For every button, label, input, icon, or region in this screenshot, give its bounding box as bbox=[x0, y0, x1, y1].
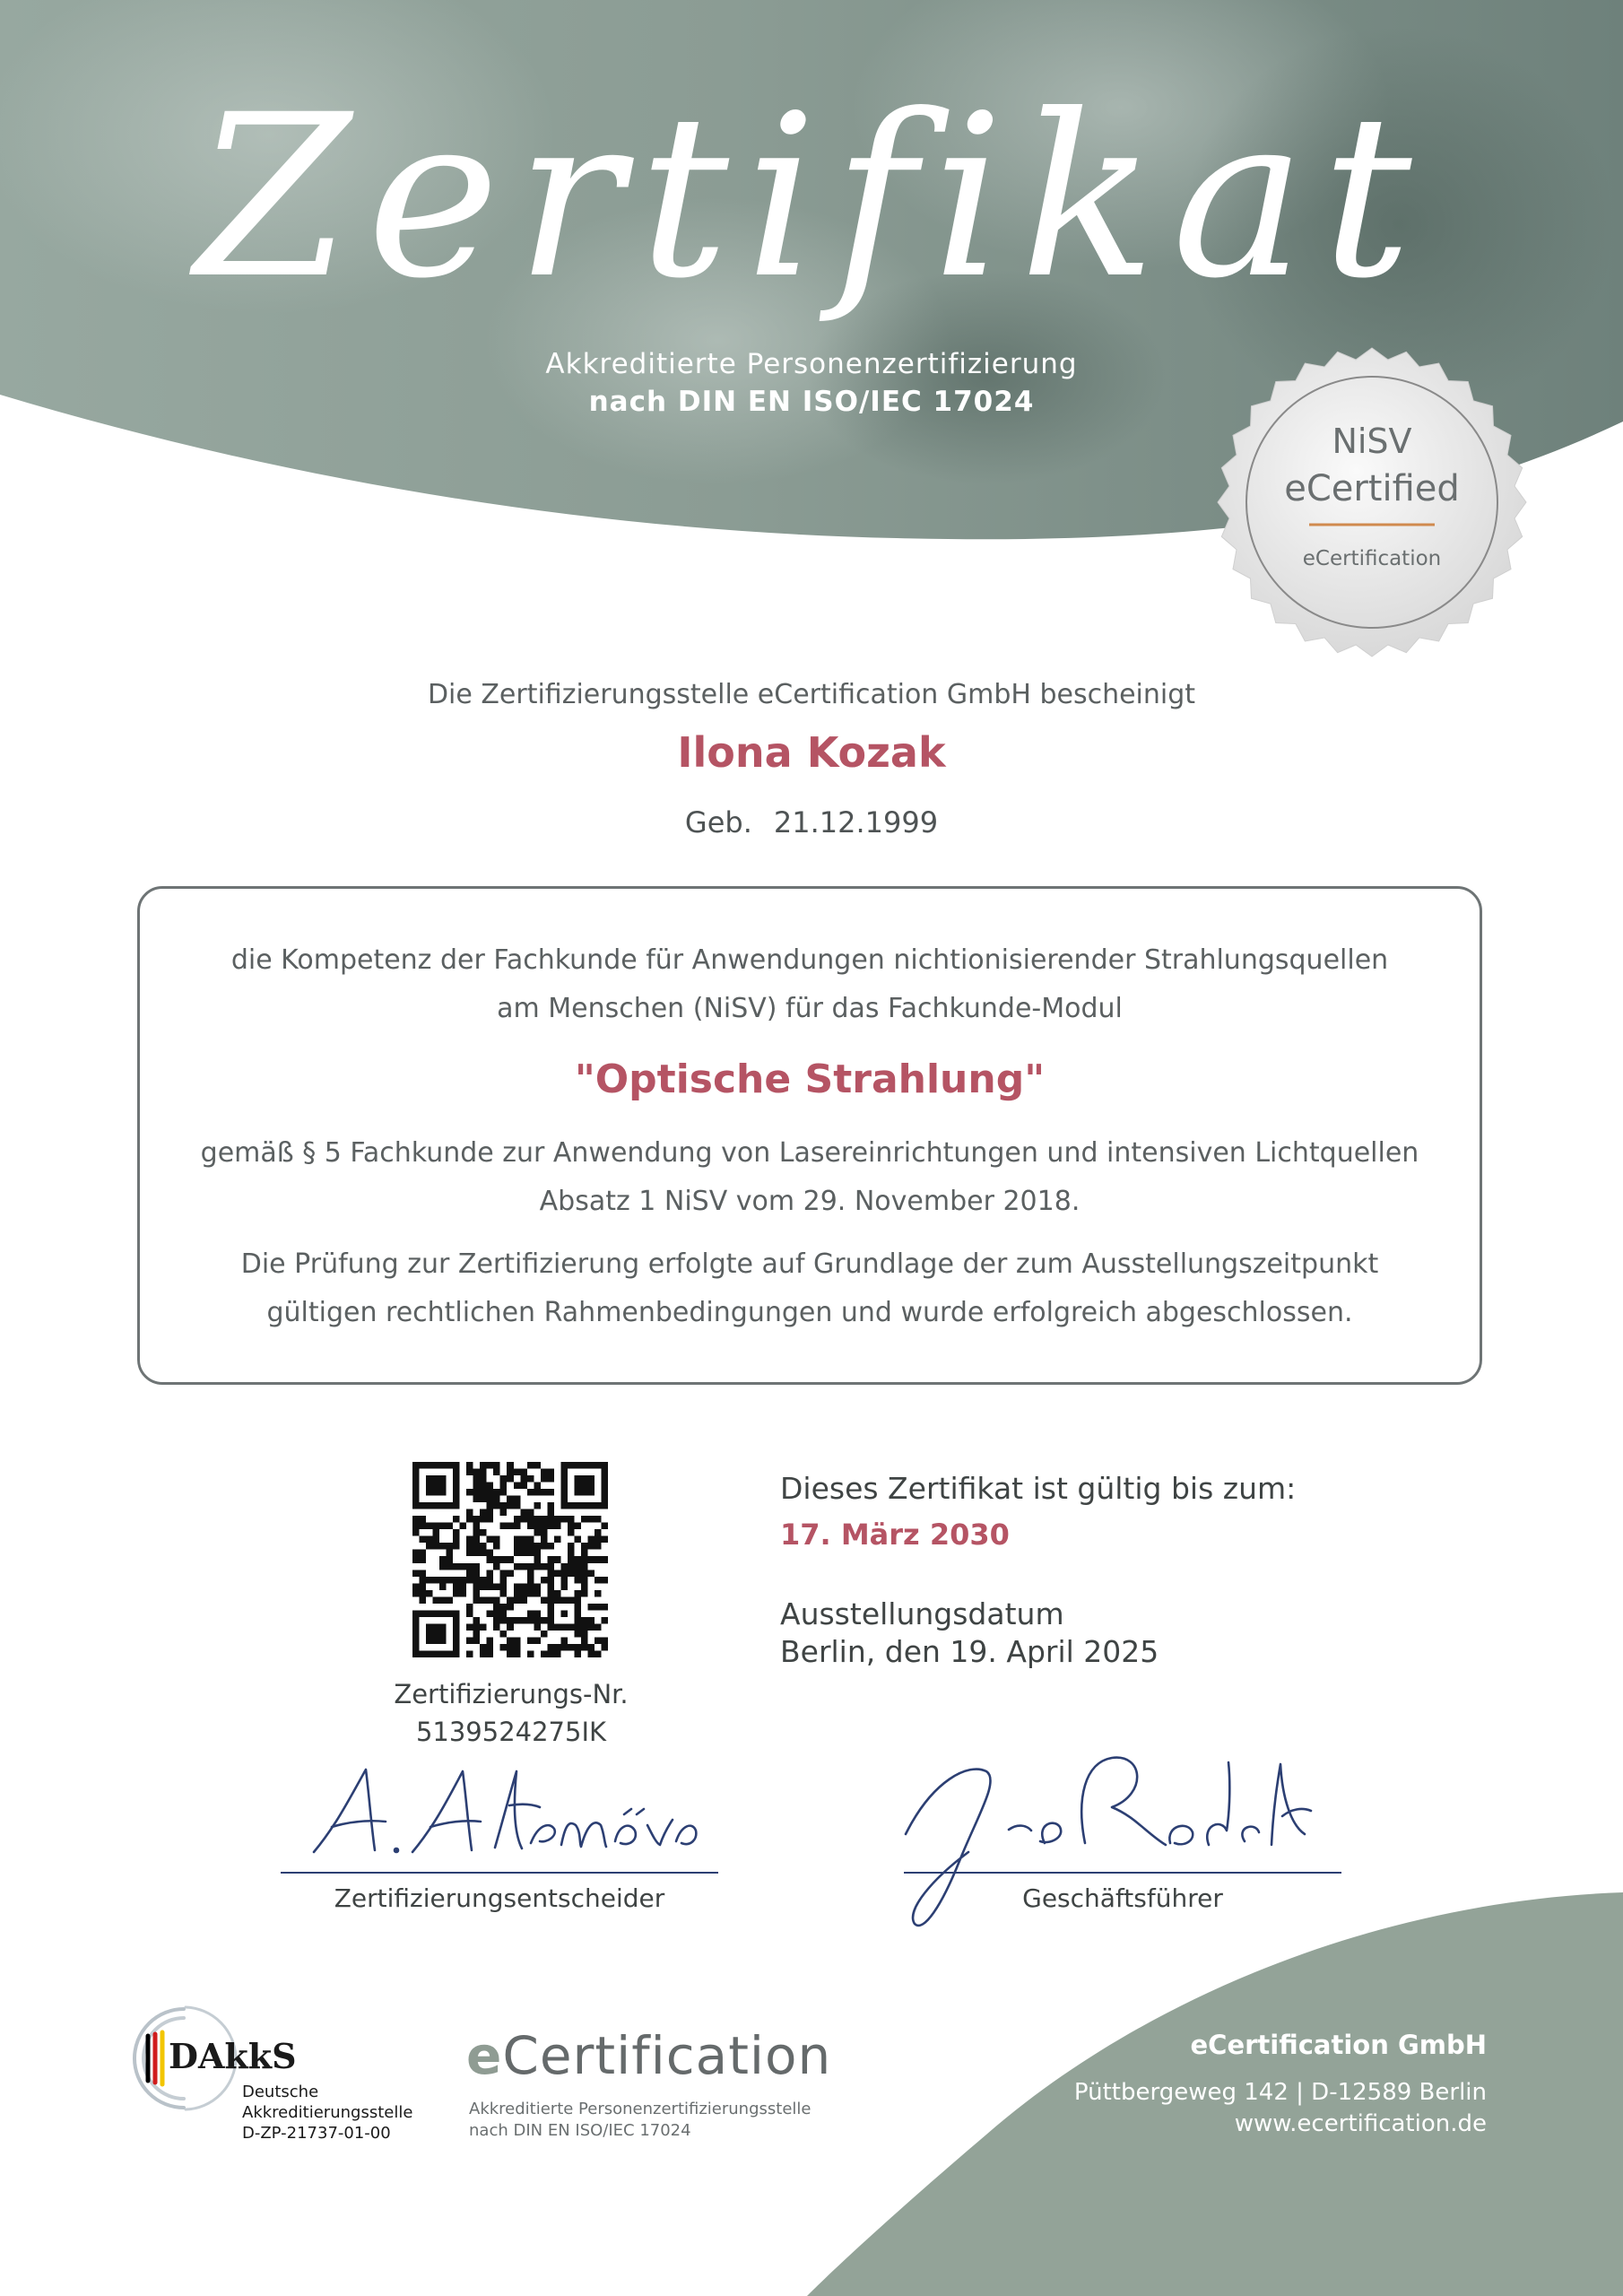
seal-line-ecertified: eCertified bbox=[1284, 468, 1460, 509]
issue-date-label: Ausstellungsdatum bbox=[780, 1596, 1064, 1631]
exam-statement-line2: gültigen rechtlichen Rahmenbedingungen und wurde erfolgreich abgeschlossen. bbox=[266, 1297, 1353, 1328]
ecertification-logo bbox=[466, 2025, 831, 2086]
company-name: eCertification GmbH bbox=[1190, 2030, 1487, 2060]
ecertification-logo-e: e bbox=[466, 2025, 503, 2086]
validity-label: Dieses Zertifikat ist gültig bis zum: bbox=[780, 1471, 1297, 1506]
certification-number-value: 5139524275IK bbox=[415, 1717, 607, 1747]
legal-basis-line2: Absatz 1 NiSV vom 29. November 2018. bbox=[539, 1186, 1081, 1217]
ecertification-logo-sub1: Akkreditierte Personenzertifizierungsstelle bbox=[469, 2100, 812, 2118]
dakks-line2: Akkreditierungsstelle bbox=[242, 2103, 413, 2122]
module-name: "Optische Strahlung" bbox=[574, 1057, 1046, 1102]
seal-line-nisv: NiSV bbox=[1332, 422, 1412, 461]
header-subtitle-line2: nach DIN EN ISO/IEC 17024 bbox=[588, 386, 1035, 418]
certificate-title: Zertifikat bbox=[195, 66, 1428, 327]
left-signer-role: Zertifizierungsentscheider bbox=[334, 1883, 665, 1913]
dakks-line1: Deutsche bbox=[242, 2083, 319, 2101]
dakks-accreditation-number: D-ZP-21737-01-00 bbox=[242, 2124, 391, 2143]
exam-statement-line1: Die Prüfung zur Zertifizierung erfolgte auf Grundlage der zum Ausstellungszeitpunkt bbox=[240, 1248, 1379, 1280]
competence-text-line2: am Menschen (NiSV) für das Fachkunde-Modul bbox=[497, 993, 1123, 1024]
left-signature bbox=[296, 1762, 699, 1861]
valid-until-date: 17. März 2030 bbox=[780, 1518, 1010, 1552]
holder-name: Ilona Kozak bbox=[677, 728, 946, 777]
right-signer-role: Geschäftsführer bbox=[1022, 1883, 1223, 1913]
company-website[interactable]: www.ecertification.de bbox=[1234, 2110, 1487, 2137]
ecertification-logo-sub2: nach DIN EN ISO/IEC 17024 bbox=[469, 2121, 691, 2140]
legal-basis-line1: gemäß § 5 Fachkunde zur Anwendung von Lasereinrichtungen und intensiven Lichtquellen bbox=[200, 1137, 1419, 1169]
birth-date-row bbox=[0, 805, 1623, 839]
ecertification-logo-text: Certification bbox=[502, 2025, 832, 2086]
header-subtitle-line1: Akkreditierte Personenzertifizierung bbox=[545, 348, 1078, 380]
dakks-name: DAkkS bbox=[169, 2036, 297, 2076]
certification-number-label: Zertifizierungs-Nr. bbox=[394, 1679, 629, 1709]
issue-place-date: Berlin, den 19. April 2025 bbox=[780, 1634, 1159, 1669]
birth-label: Geb. bbox=[684, 805, 752, 839]
seal-brand: eCertification bbox=[1302, 547, 1442, 570]
company-address: Püttbergeweg 142 | D-12589 Berlin bbox=[1073, 2079, 1487, 2106]
competence-text-line1: die Kompetenz der Fachkunde für Anwendungen nichtionisierender Strahlungsquellen bbox=[230, 944, 1389, 976]
qr-code bbox=[412, 1462, 608, 1657]
issuer-statement: Die Zertifizierungsstelle eCertification GmbH bescheinigt bbox=[427, 679, 1196, 710]
birth-date: 21.12.1999 bbox=[773, 805, 939, 839]
